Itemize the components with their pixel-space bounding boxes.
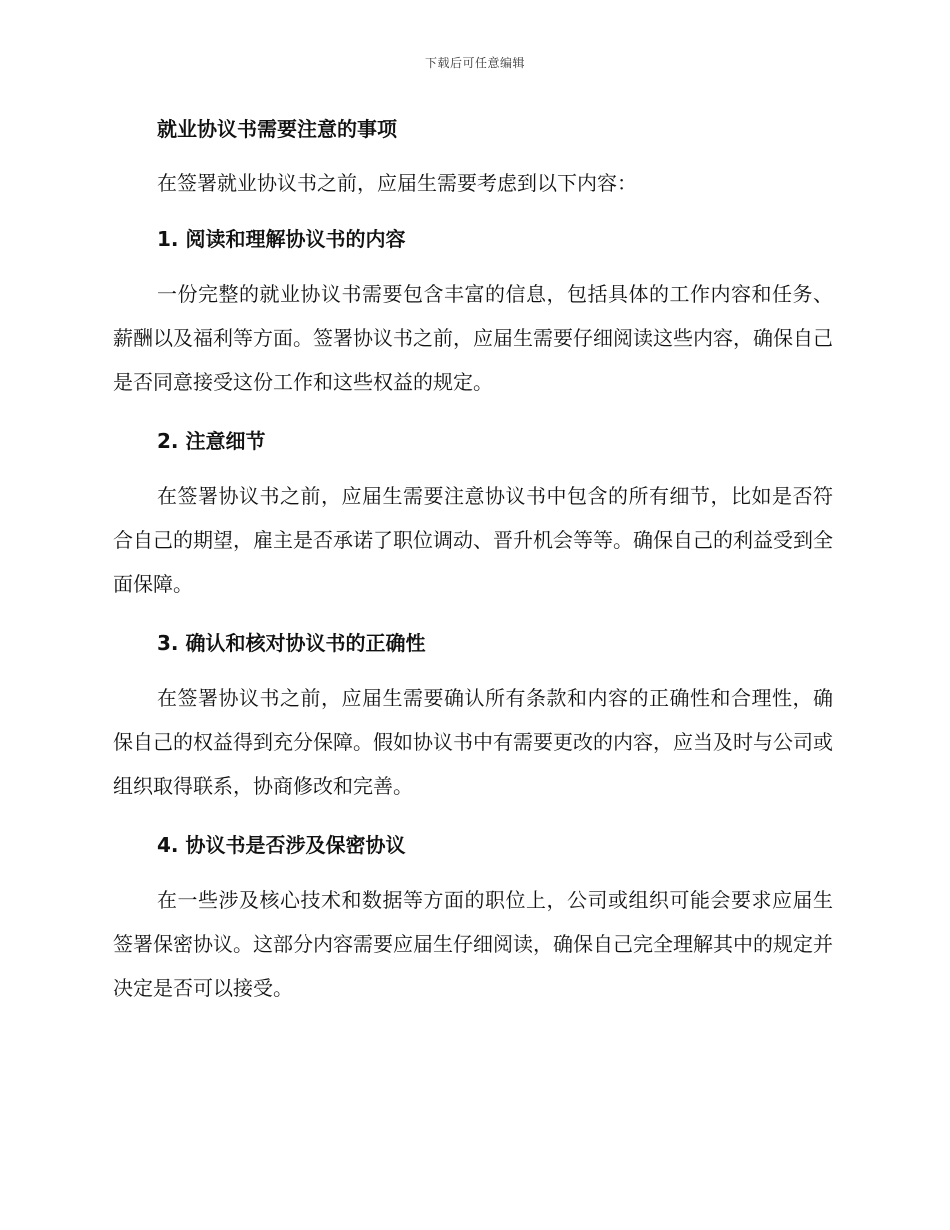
section-heading-4: 4. 协议书是否涉及保密协议 (157, 833, 406, 857)
section-body-2: 在签署协议书之前，应届生需要注意协议书中包含的所有细节，比如是否符合自己的期望，雇主是否承诺了职位调动、晋升机会等等。确保自己的利益受到全面保障。 (113, 484, 833, 596)
header-note: 下载后可任意编辑 (424, 56, 525, 70)
section-heading-1: 1. 阅读和理解协议书的内容 (157, 227, 406, 251)
section-heading-3: 3. 确认和核对协议书的正确性 (157, 631, 426, 655)
document-title: 就业协议书需要注意的事项 (157, 117, 397, 141)
document-content (113, 112, 833, 1010)
document-intro: 在签署就业协议书之前，应届生需要考虑到以下内容： (157, 171, 637, 195)
section-body-3: 在签署协议书之前，应届生需要确认所有条款和内容的正确性和合理性，确保自己的权益得到充分保障。假如协议书中有需要更改的内容，应当及时与公司或组织取得联系，协商修改和完善。 (113, 686, 833, 798)
section-heading-2: 2. 注意细节 (157, 429, 266, 453)
section-body-1: 一份完整的就业协议书需要包含丰富的信息，包括具体的工作内容和任务、薪酬以及福利等方面。签署协议书之前，应届生需要仔细阅读这些内容，确保自己是否同意接受这份工作和这些权益的规定。 (113, 282, 833, 394)
section-body-4: 在一些涉及核心技术和数据等方面的职位上，公司或组织可能会要求应届生签署保密协议。这部分内容需要应届生仔细阅读，确保自己完全理解其中的规定并决定是否可以接受。 (113, 888, 833, 1000)
